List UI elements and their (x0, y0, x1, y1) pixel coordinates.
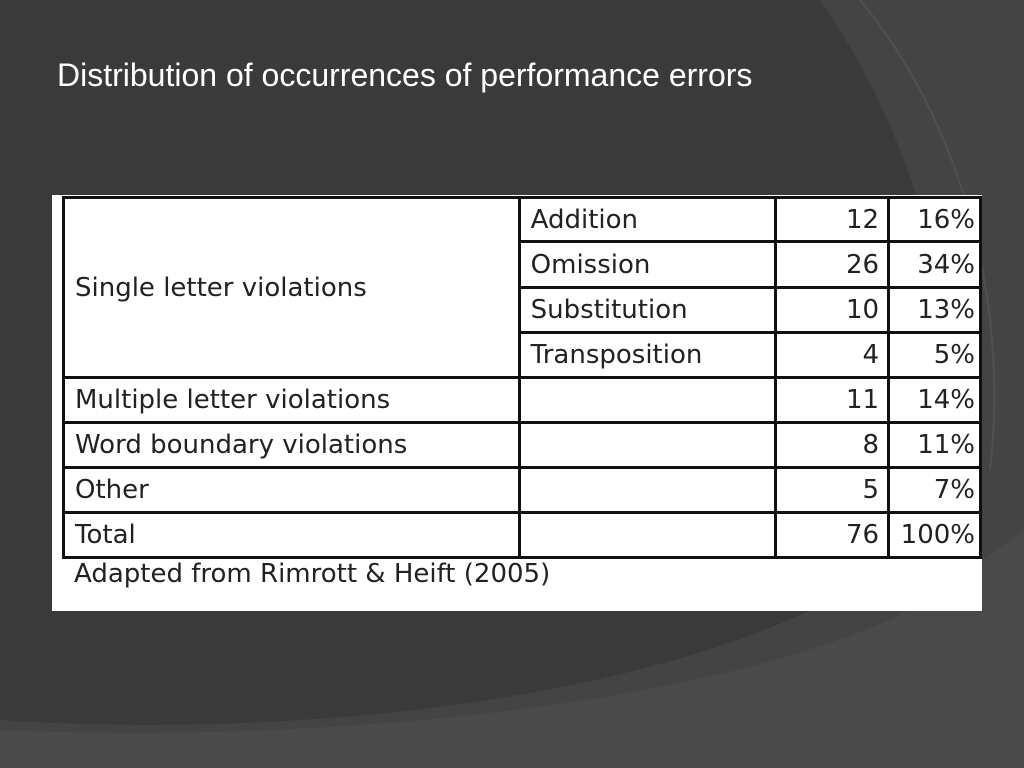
subtype-cell (519, 513, 775, 558)
count-cell: 11 (775, 378, 888, 423)
category-cell: Other (64, 468, 520, 513)
percent-cell: 14% (889, 378, 981, 423)
source-citation: Adapted from Rimrott & Heift (2005) (74, 559, 551, 589)
category-cell: Word boundary violations (64, 423, 520, 468)
error-distribution-table (62, 196, 982, 559)
table-row (64, 513, 981, 558)
table-row (64, 423, 981, 468)
subtype-cell: Transposition (519, 333, 775, 378)
table-card (52, 195, 982, 611)
subtype-cell (519, 468, 775, 513)
percent-cell: 7% (889, 468, 981, 513)
subtype-cell: Addition (519, 198, 775, 242)
category-cell: Total (64, 513, 520, 558)
percent-cell: 5% (889, 333, 981, 378)
percent-cell: 34% (889, 242, 981, 288)
count-cell: 8 (775, 423, 888, 468)
percent-cell: 13% (889, 288, 981, 333)
slide-title: Distribution of occurrences of performance errors (57, 57, 753, 93)
percent-cell: 16% (889, 198, 981, 242)
subtype-cell: Substitution (519, 288, 775, 333)
table-row (64, 198, 981, 242)
count-cell: 10 (775, 288, 888, 333)
subtype-cell (519, 378, 775, 423)
count-cell: 4 (775, 333, 888, 378)
count-cell: 26 (775, 242, 888, 288)
category-cell: Single letter violations (64, 198, 520, 378)
subtype-cell (519, 423, 775, 468)
percent-cell: 11% (889, 423, 981, 468)
category-cell: Multiple letter violations (64, 378, 520, 423)
subtype-cell: Omission (519, 242, 775, 288)
table-row (64, 468, 981, 513)
count-cell: 12 (775, 198, 888, 242)
count-cell: 5 (775, 468, 888, 513)
table-row (64, 378, 981, 423)
percent-cell: 100% (889, 513, 981, 558)
count-cell: 76 (775, 513, 888, 558)
